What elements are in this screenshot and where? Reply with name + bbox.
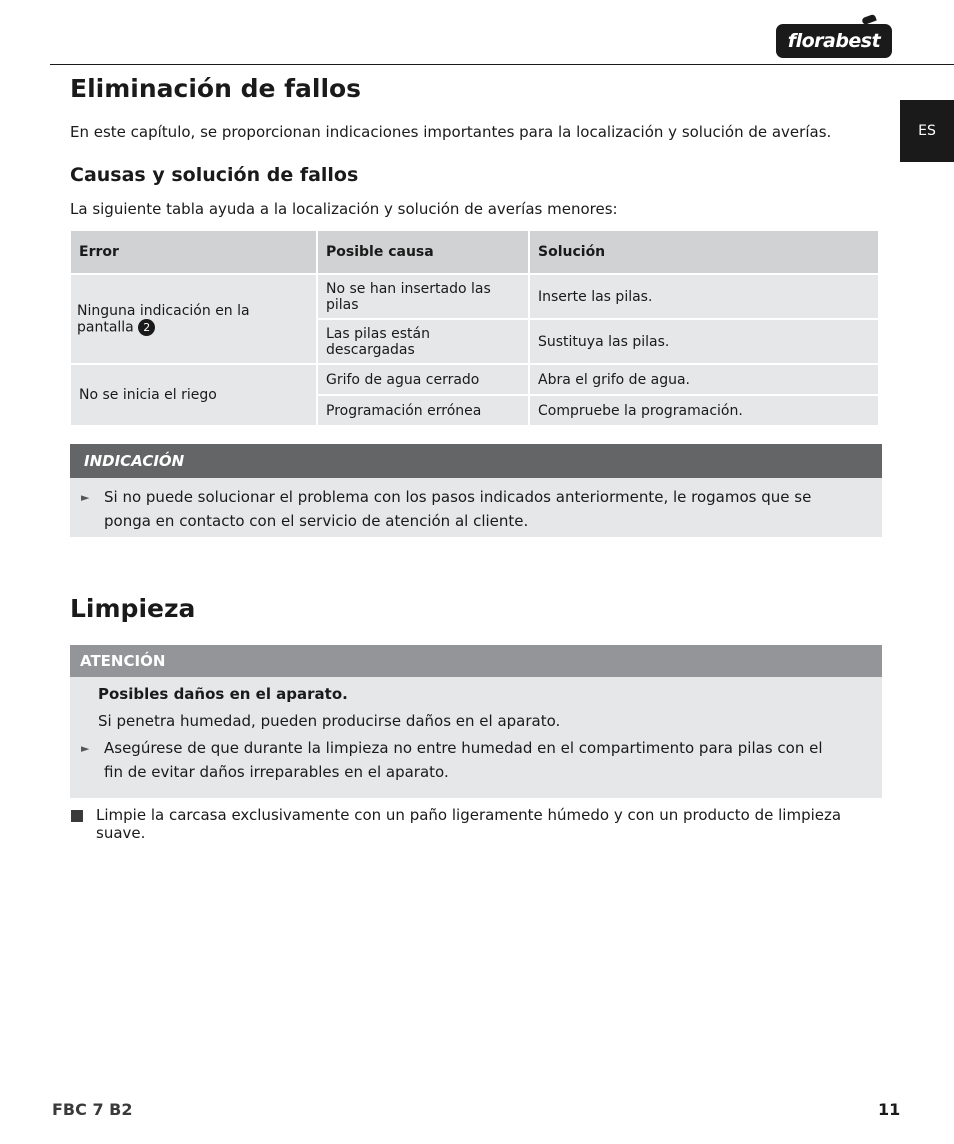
warning-step-text: Asegúrese de que durante la limpieza no entre humedad en el compartimento para pilas con el fin de evitar daños irreparables en el aparato. (104, 739, 823, 781)
table-header-row (71, 231, 878, 273)
page-number: 11 (878, 1100, 901, 1119)
note-box (70, 444, 882, 537)
cause-cell: Las pilas están descargadas (318, 320, 528, 363)
brand-name: florabest (787, 30, 881, 52)
cause-cell: Grifo de agua cerrado (318, 365, 528, 394)
causes-intro: La siguiente tabla ayuda a la localización y solución de averías menores: (70, 200, 618, 218)
error-cell (71, 275, 316, 363)
warning-text: Si penetra humedad, pueden producirse daños en el aparato. (98, 712, 561, 730)
table-row (71, 365, 878, 394)
header-error: Error (71, 231, 316, 273)
header-solution: Solución (530, 231, 878, 273)
note-label: INDICACIÓN (70, 444, 882, 478)
arrow-right-icon: ► (81, 742, 90, 755)
warning-box (70, 645, 882, 798)
solution-cell: Compruebe la programación. (530, 396, 878, 425)
note-content (70, 478, 882, 533)
square-bullet-icon (71, 810, 83, 822)
display-reference-number: 2 (138, 319, 155, 336)
solution-cell: Sustituya las pilas. (530, 320, 878, 363)
error-text: Ninguna indicación en la pantalla (77, 302, 250, 335)
brand-logo (776, 24, 892, 58)
warning-subtitle: Posibles daños en el aparato. (98, 685, 348, 703)
note-text: Si no puede solucionar el problema con los pasos indicados anteriormente, le rogamos que se ponga en contacto con el servicio de atención al cliente. (104, 488, 812, 530)
cause-cell: No se han insertado las pilas (318, 275, 528, 318)
cause-cell: Programación errónea (318, 396, 528, 425)
warning-step (70, 730, 882, 784)
troubleshooting-intro: En este capítulo, se proporcionan indicaciones importantes para la localización y solución de averías. (70, 123, 832, 141)
troubleshooting-table (69, 229, 880, 427)
solution-cell: Inserte las pilas. (530, 275, 878, 318)
leaf-icon (861, 14, 877, 25)
table-row (71, 275, 878, 318)
language-tab: ES (900, 100, 954, 162)
section-title-cleaning: Limpieza (70, 594, 196, 623)
cleaning-instruction: Limpie la carcasa exclusivamente con un paño ligeramente húmedo y con un producto de limpieza suave. (96, 806, 842, 842)
header-divider (50, 64, 954, 65)
warning-label: ATENCIÓN (70, 645, 882, 677)
header-cause: Posible causa (318, 231, 528, 273)
model-number: FBC 7 B2 (52, 1100, 133, 1119)
section-title-causes: Causas y solución de fallos (70, 164, 359, 186)
solution-cell: Abra el grifo de agua. (530, 365, 878, 394)
section-title-troubleshooting: Eliminación de fallos (70, 74, 362, 103)
error-cell: No se inicia el riego (71, 365, 316, 425)
arrow-right-icon: ► (81, 491, 90, 504)
